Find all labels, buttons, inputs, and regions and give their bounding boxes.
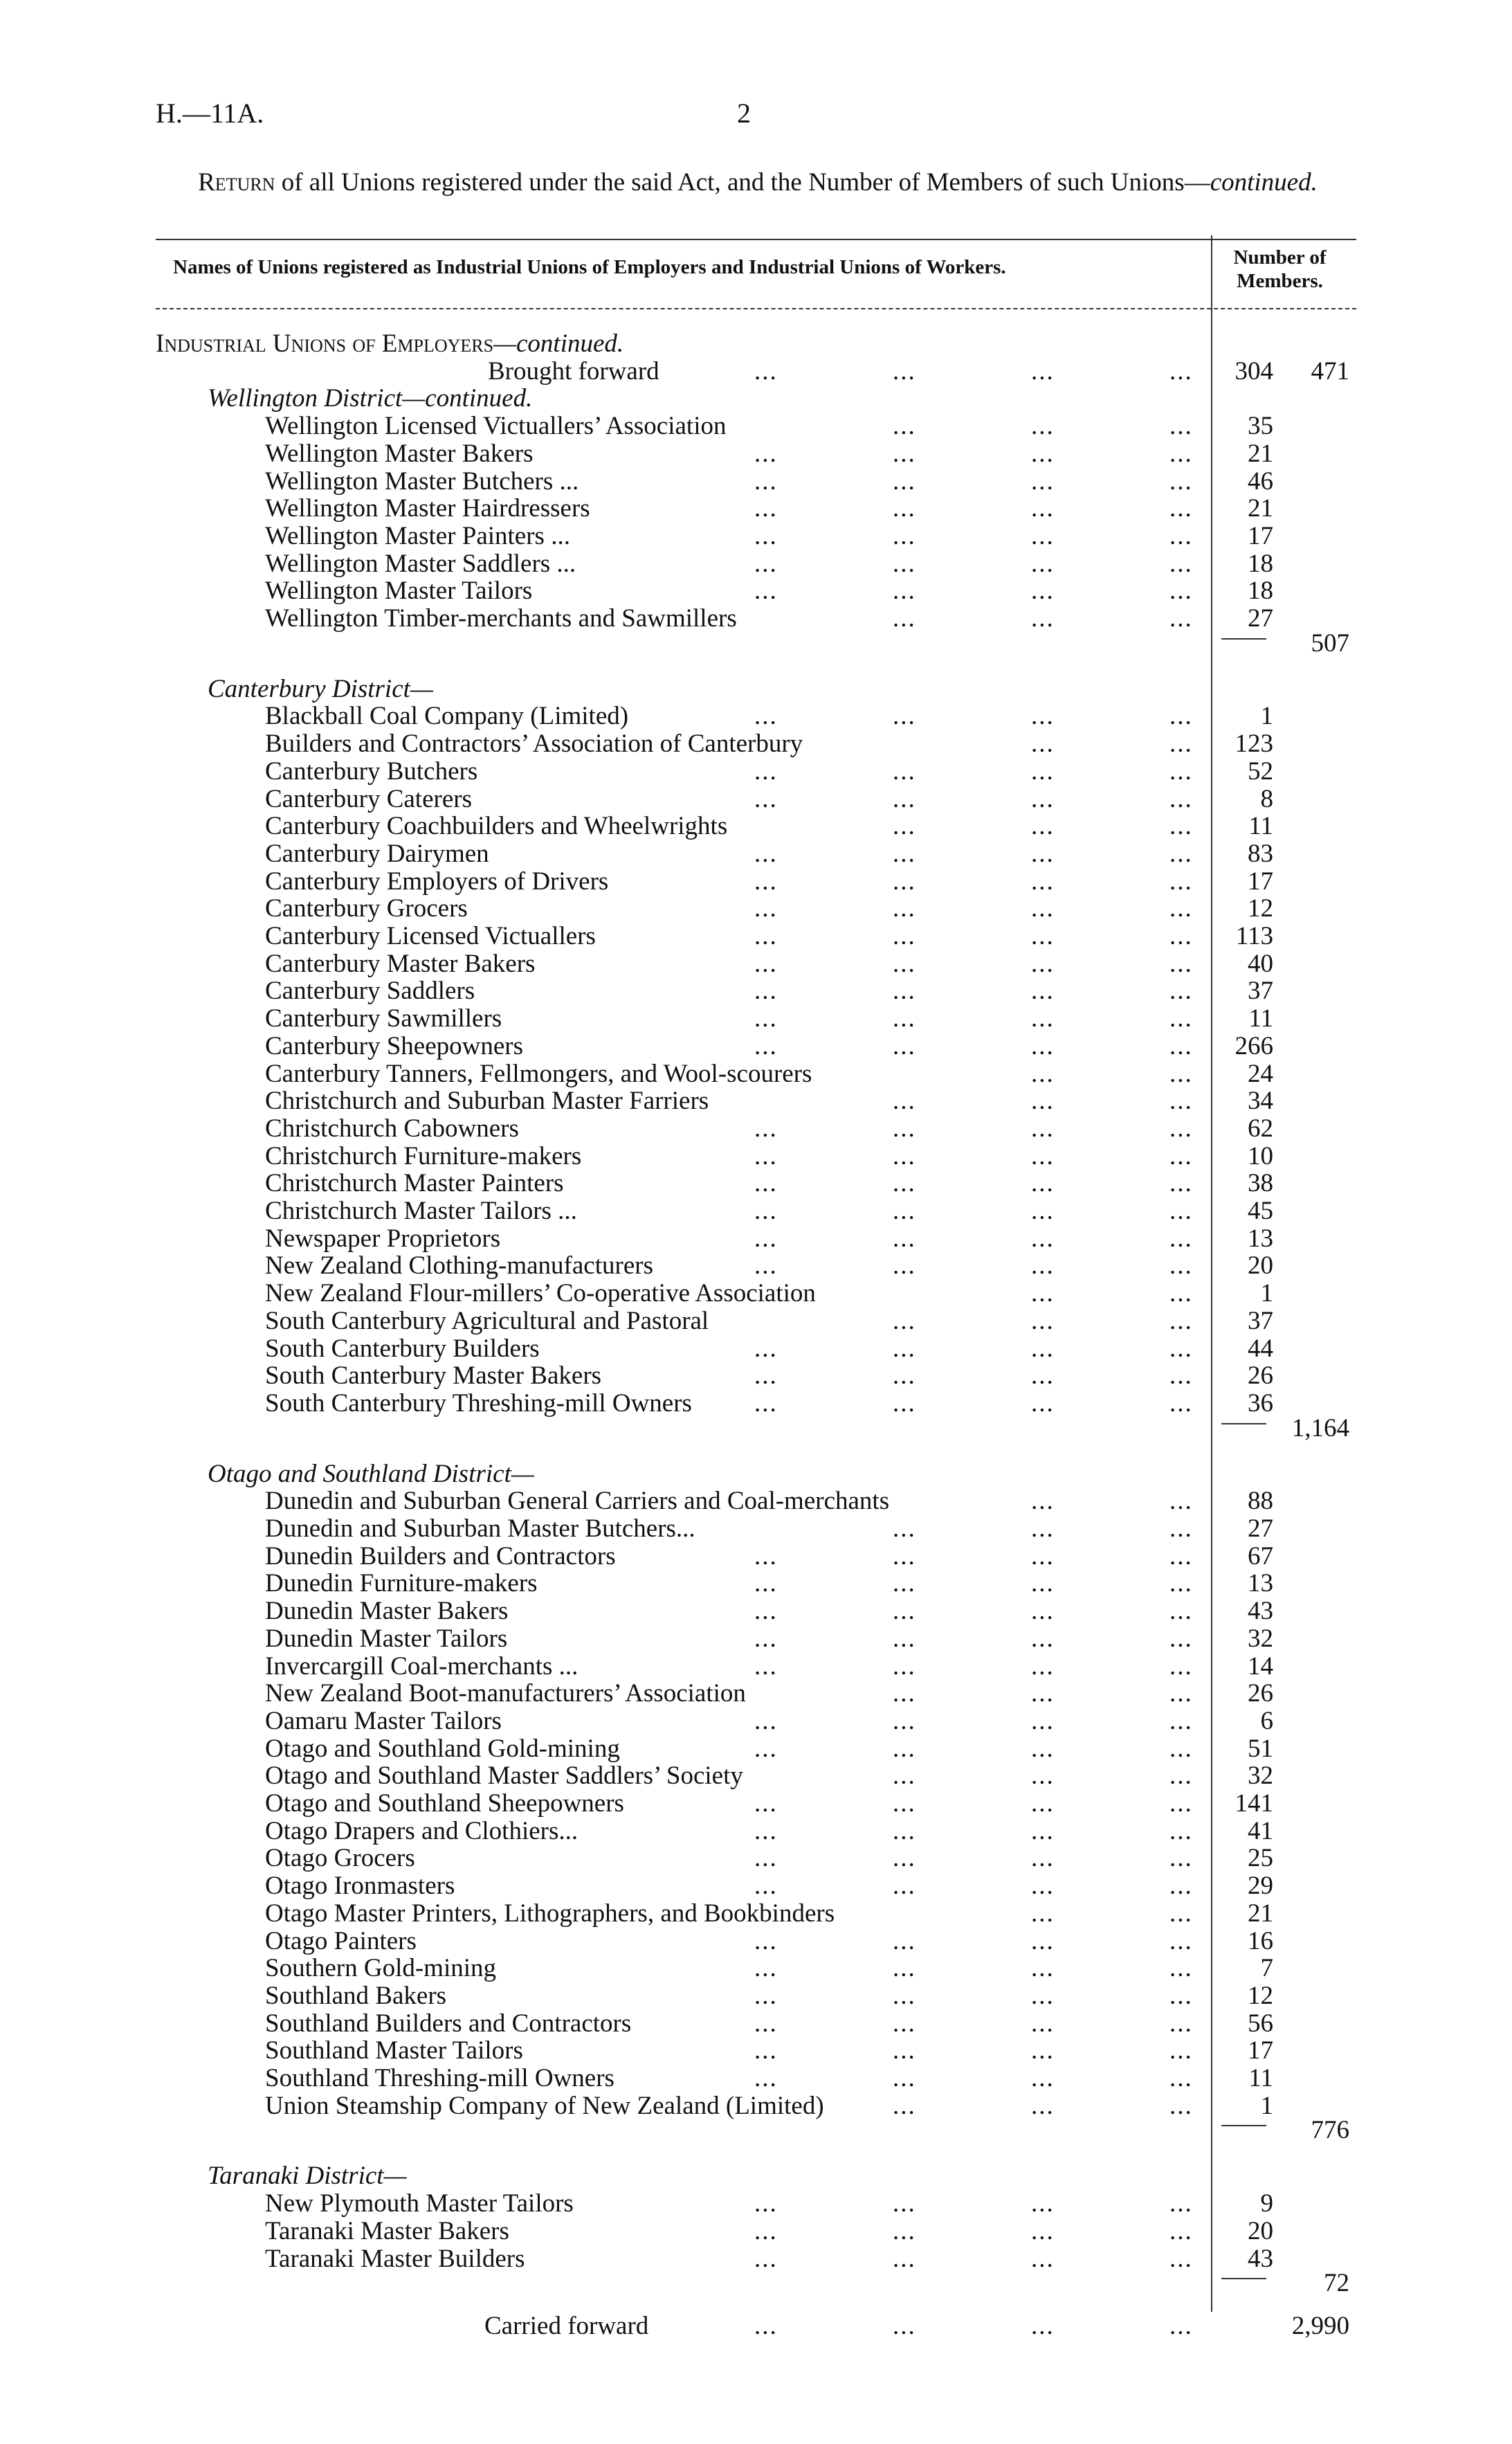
union-name: Newspaper Proprietors <box>265 1224 501 1253</box>
member-count: 16 <box>1248 1926 1273 1955</box>
section-continued: —continued. <box>493 329 624 358</box>
members-header-line2: Members. <box>1237 270 1323 292</box>
union-name: Otago and Southland Sheepowners <box>265 1789 624 1818</box>
member-count: 18 <box>1248 577 1273 606</box>
union-name: Wellington Master Hairdressers <box>265 494 590 523</box>
union-name: Otago and Southland Master Saddlers’ Society <box>265 1762 743 1791</box>
table-row: Blackball Coal Company (Limited) ... ... ... ... 1 <box>265 702 1273 731</box>
member-count: 56 <box>1248 2009 1273 2038</box>
union-name: Wellington Master Painters ... <box>265 521 570 550</box>
member-count: 20 <box>1248 1251 1273 1280</box>
district-heading: Taranaki District— <box>208 2162 407 2191</box>
table-title <box>156 166 1360 199</box>
member-count: 9 <box>1260 2189 1273 2218</box>
union-name: Dunedin Master Bakers <box>265 1597 509 1626</box>
union-name: Christchurch Furniture-makers <box>265 1141 582 1170</box>
table-row: Canterbury Coachbuilders and Wheelwrights ... ... ... 11 <box>265 812 1273 841</box>
table-row: Christchurch Cabowners ... ... ... ... 62 <box>265 1114 1273 1143</box>
member-count: 14 <box>1248 1651 1273 1681</box>
union-name: Wellington Master Saddlers ... <box>265 549 576 578</box>
union-name: Wellington Master Bakers <box>265 439 534 468</box>
table-row: Canterbury Caterers ... ... ... ... 8 <box>265 784 1273 813</box>
table-row: Builders and Contractors’ Association of Canterbury ... ... 123 <box>265 730 1273 759</box>
title-continued: continued. <box>1210 168 1318 197</box>
union-name: Dunedin Master Tailors <box>265 1624 508 1653</box>
district-total-row <box>0 630 1512 658</box>
table-row: South Canterbury Agricultural and Pastoral ... ... ... 37 <box>265 1306 1273 1335</box>
table-row: Otago Master Printers, Lithographers, and Bookbinders ... ... 21 <box>265 1899 1273 1928</box>
member-count: 83 <box>1248 839 1273 868</box>
district-total: 776 <box>1311 2116 1349 2145</box>
member-count: 37 <box>1248 1306 1273 1335</box>
member-count: 13 <box>1248 1569 1273 1598</box>
district-heading-wellington <box>0 385 1512 413</box>
table-row: Canterbury Grocers ... ... ... ... 12 <box>265 894 1273 923</box>
member-count: 18 <box>1248 549 1273 578</box>
district-total-row <box>0 2117 1512 2144</box>
union-name: Southland Master Tailors <box>265 2036 523 2065</box>
member-count: 21 <box>1248 494 1273 523</box>
union-name: Otago Drapers and Clothiers... <box>265 1816 579 1845</box>
union-name: Canterbury Grocers <box>265 894 468 923</box>
district-heading-otago <box>0 1460 1512 1488</box>
union-name: Otago and Southland Gold-mining <box>265 1734 620 1763</box>
member-count: 62 <box>1248 1114 1273 1143</box>
member-count: 43 <box>1248 1597 1273 1626</box>
table-row: New Plymouth Master Tailors ... ... ... ... 9 <box>265 2189 1273 2218</box>
member-count: 46 <box>1248 467 1273 496</box>
union-name: South Canterbury Agricultural and Pastoral <box>265 1306 709 1335</box>
member-count: 52 <box>1248 757 1273 786</box>
table-row: South Canterbury Threshing-mill Owners ... ... ... ... 36 <box>265 1388 1273 1418</box>
table-row: Wellington Master Tailors ... ... ... ... 18 <box>265 577 1273 606</box>
table-row: New Zealand Flour-millers’ Co-operative Association ... ... 1 <box>265 1279 1273 1308</box>
table-row: Taranaki Master Bakers ... ... ... ... 20 <box>265 2216 1273 2245</box>
union-name: Canterbury Butchers <box>265 757 478 786</box>
member-count: 6 <box>1260 1706 1273 1735</box>
member-count: 37 <box>1248 977 1273 1006</box>
member-count: 12 <box>1248 1981 1273 2010</box>
table-row: Wellington Master Painters ... ... ... ... ... 17 <box>265 521 1273 550</box>
table-row: South Canterbury Master Bakers ... ... ... ... 26 <box>265 1361 1273 1391</box>
member-count: 44 <box>1248 1334 1273 1363</box>
table-row: Southland Threshing-mill Owners ... ... ... ... 11 <box>265 2064 1273 2092</box>
header-rule-bottom <box>156 308 1356 309</box>
table-row: Dunedin Master Tailors ... ... ... ... 32 <box>265 1624 1273 1653</box>
member-count: 113 <box>1235 922 1273 950</box>
union-name: Canterbury Master Bakers <box>265 949 536 978</box>
table-row: Otago Ironmasters ... ... ... ... 29 <box>265 1872 1273 1901</box>
member-count: 29 <box>1248 1872 1273 1901</box>
union-name: Southern Gold-mining <box>265 1954 497 1983</box>
member-count: 43 <box>1248 2244 1273 2273</box>
member-count: 67 <box>1248 1541 1273 1571</box>
district-total-row <box>0 2270 1512 2297</box>
union-name: Otago Ironmasters <box>265 1872 455 1901</box>
page-number: 2 <box>737 98 751 129</box>
union-name: Otago Master Printers, Lithographers, and Bookbinders <box>265 1899 835 1928</box>
table-row: Wellington Master Butchers ... ... ... ... ... 46 <box>265 467 1273 496</box>
title-text: of all Unions registered under the said Act, and the Number of Members of such Unions— <box>275 168 1210 197</box>
union-name: Canterbury Licensed Victuallers <box>265 922 596 950</box>
union-name: Wellington Master Tailors <box>265 577 533 606</box>
member-count: 17 <box>1248 2036 1273 2065</box>
union-name: Southland Bakers <box>265 1981 447 2010</box>
union-name: Taranaki Master Bakers <box>265 2216 509 2245</box>
union-name: Canterbury Saddlers <box>265 977 475 1006</box>
table-row: Southland Builders and Contractors ... ... ... ... 56 <box>265 2009 1273 2038</box>
members-header-line1: Number of <box>1233 246 1327 269</box>
member-count: 17 <box>1248 521 1273 550</box>
table-row: Dunedin Builders and Contractors ... ... ... ... 67 <box>265 1541 1273 1571</box>
member-count: 21 <box>1248 1899 1273 1928</box>
table-row: Dunedin and Suburban Master Butchers... ... ... ... 27 <box>265 1514 1273 1543</box>
union-name: Canterbury Dairymen <box>265 839 489 868</box>
union-name: Canterbury Sawmillers <box>265 1004 502 1033</box>
union-name: Dunedin and Suburban General Carriers and Coal-merchants <box>265 1487 890 1516</box>
member-count: 10 <box>1248 1141 1273 1170</box>
union-name: Invercargill Coal-merchants ... <box>265 1651 579 1681</box>
table-row: Taranaki Master Builders ... ... ... ... 43 <box>265 2244 1273 2273</box>
union-name: South Canterbury Builders <box>265 1334 540 1363</box>
table-row: Wellington Master Bakers ... ... ... ... 21 <box>265 439 1273 468</box>
table-row: New Zealand Clothing-manufacturers ... ... ... ... 20 <box>265 1251 1273 1280</box>
carried-forward-total: 2,990 <box>1291 2312 1349 2341</box>
district-total: 72 <box>1324 2269 1349 2298</box>
member-count: 7 <box>1260 1954 1273 1983</box>
union-name: Taranaki Master Builders <box>265 2244 525 2273</box>
member-count: 27 <box>1248 1514 1273 1543</box>
union-name: Canterbury Sheepowners <box>265 1031 523 1060</box>
union-name: Otago Grocers <box>265 1844 415 1873</box>
member-count: 21 <box>1248 439 1273 468</box>
district-heading: Canterbury District— <box>208 674 433 703</box>
member-count: 26 <box>1248 1361 1273 1391</box>
union-name: Canterbury Tanners, Fellmongers, and Wool-scourers <box>265 1059 812 1088</box>
table-row: Southern Gold-mining ... ... ... ... 7 <box>265 1954 1273 1983</box>
member-count: 32 <box>1248 1762 1273 1791</box>
union-name: Oamaru Master Tailors <box>265 1706 502 1735</box>
carried-forward-row: Carried forward ... ... ... ... 2,990 <box>484 2312 1349 2341</box>
brought-forward-total: 471 <box>1311 356 1349 386</box>
table-row: Canterbury Master Bakers ... ... ... ... 40 <box>265 949 1273 978</box>
brought-forward-label: Brought forward <box>488 356 659 386</box>
table-row: Canterbury Sawmillers ... ... ... ... 11 <box>265 1004 1273 1033</box>
union-name: Union Steamship Company of New Zealand (Limited) <box>265 2091 824 2120</box>
member-count: 11 <box>1248 812 1273 841</box>
district-heading-canterbury <box>0 676 1512 703</box>
member-count: 51 <box>1248 1734 1273 1763</box>
member-count: 8 <box>1260 784 1273 813</box>
table-row: Otago Drapers and Clothiers... ... ... ... ... 41 <box>265 1816 1273 1845</box>
member-count: 20 <box>1248 2216 1273 2245</box>
table-row: New Zealand Boot-manufacturers’ Association ... ... ... 26 <box>265 1679 1273 1708</box>
union-name: Christchurch Cabowners <box>265 1114 519 1143</box>
member-count: 36 <box>1248 1388 1273 1418</box>
union-name: Canterbury Coachbuilders and Wheelwrights <box>265 812 728 841</box>
table-row: Otago and Southland Sheepowners ... ... ... ... 141 <box>265 1789 1273 1818</box>
member-count: 12 <box>1248 894 1273 923</box>
table-row: Christchurch Master Tailors ... ... ... ... ... 45 <box>265 1197 1273 1225</box>
member-count: 27 <box>1248 604 1273 633</box>
member-count: 25 <box>1248 1844 1273 1873</box>
brought-forward-value: 304 <box>1235 356 1273 386</box>
section-heading <box>0 330 1512 358</box>
table-row: Canterbury Tanners, Fellmongers, and Wool-scourers ... ... 24 <box>265 1059 1273 1088</box>
table-row: Otago Grocers ... ... ... ... 25 <box>265 1844 1273 1873</box>
table-row: South Canterbury Builders ... ... ... ... 44 <box>265 1334 1273 1363</box>
member-count: 11 <box>1248 2064 1273 2092</box>
member-count: 11 <box>1248 1004 1273 1033</box>
member-count: 17 <box>1248 867 1273 896</box>
member-count: 34 <box>1248 1087 1273 1116</box>
table-row: Southland Master Tailors ... ... ... ... 17 <box>265 2036 1273 2065</box>
table-row: Dunedin Furniture-makers ... ... ... ... 13 <box>265 1569 1273 1598</box>
union-name: Wellington Master Butchers ... <box>265 467 579 496</box>
union-name: Christchurch Master Painters <box>265 1169 564 1198</box>
union-name: South Canterbury Master Bakers <box>265 1361 602 1391</box>
district-total-row <box>0 1415 1512 1442</box>
table-row: Southland Bakers ... ... ... ... 12 <box>265 1981 1273 2010</box>
union-name: Southland Builders and Contractors <box>265 2009 632 2038</box>
table-row: Dunedin Master Bakers ... ... ... ... 43 <box>265 1597 1273 1626</box>
member-count: 38 <box>1248 1169 1273 1198</box>
table-row: Otago Painters ... ... ... ... 16 <box>265 1926 1273 1955</box>
section-caps: Industrial Unions of Employers <box>156 329 494 358</box>
table-row: Otago and Southland Gold-mining ... ... ... ... 51 <box>265 1734 1273 1763</box>
union-name: New Zealand Boot-manufacturers’ Association <box>265 1679 746 1708</box>
table-row: Wellington Master Hairdressers ... ... ... ... 21 <box>265 494 1273 523</box>
table-row: Dunedin and Suburban General Carriers and Coal-merchants ... ... 88 <box>265 1487 1273 1516</box>
union-name: Southland Threshing-mill Owners <box>265 2064 614 2092</box>
district-heading-taranaki <box>0 2162 1512 2190</box>
section-title <box>156 330 623 358</box>
member-count: 266 <box>1235 1031 1273 1060</box>
union-name: Builders and Contractors’ Association of Canterbury <box>265 730 803 759</box>
member-count: 13 <box>1248 1224 1273 1253</box>
union-name: Christchurch and Suburban Master Farriers <box>265 1087 709 1116</box>
carried-forward-label: Carried forward <box>484 2312 649 2341</box>
table-row: Canterbury Licensed Victuallers ... ... ... ... 113 <box>265 922 1273 950</box>
header-rule-top <box>156 239 1356 240</box>
member-count: 88 <box>1248 1487 1273 1516</box>
table-row: Wellington Timber-merchants and Sawmillers ... ... ... 27 <box>265 604 1273 633</box>
district-heading: Wellington District—continued. <box>208 384 533 413</box>
member-count: 26 <box>1248 1679 1273 1708</box>
union-name: South Canterbury Threshing-mill Owners <box>265 1388 692 1418</box>
union-name: Dunedin Builders and Contractors <box>265 1541 616 1571</box>
union-name: Christchurch Master Tailors ... <box>265 1197 577 1225</box>
table-row: Christchurch Furniture-makers ... ... ... ... 10 <box>265 1141 1273 1170</box>
member-count: 1 <box>1260 702 1273 731</box>
union-name: New Plymouth Master Tailors <box>265 2189 574 2218</box>
title-lead: Return <box>198 168 275 197</box>
table-row: Canterbury Dairymen ... ... ... ... 83 <box>265 839 1273 868</box>
member-count: 45 <box>1248 1197 1273 1225</box>
member-count: 1 <box>1260 2091 1273 2120</box>
brought-forward-row: Brought forward ... ... ... ... 304 471 <box>488 356 1349 386</box>
member-count: 40 <box>1248 949 1273 978</box>
member-count: 141 <box>1235 1789 1273 1818</box>
union-name: Canterbury Caterers <box>265 784 472 813</box>
table-row: Wellington Licensed Victuallers’ Association ... ... ... 35 <box>265 412 1273 441</box>
table-row: Invercargill Coal-merchants ... ... ... ... ... 14 <box>265 1651 1273 1681</box>
members-column-header <box>1219 246 1340 293</box>
table-row: Wellington Master Saddlers ... ... ... ... ... 18 <box>265 549 1273 578</box>
district-total: 1,164 <box>1291 1413 1349 1442</box>
union-name: New Zealand Clothing-manufacturers <box>265 1251 653 1280</box>
document-code: H.—11A. <box>156 98 264 129</box>
member-count: 1 <box>1260 1279 1273 1308</box>
table-row: Canterbury Employers of Drivers ... ... ... ... 17 <box>265 867 1273 896</box>
table-row: Canterbury Butchers ... ... ... ... 52 <box>265 757 1273 786</box>
member-count: 41 <box>1248 1816 1273 1845</box>
member-count: 32 <box>1248 1624 1273 1653</box>
member-count: 35 <box>1248 412 1273 441</box>
table-row: Christchurch Master Painters ... ... ... ... 38 <box>265 1169 1273 1198</box>
member-count: 24 <box>1248 1059 1273 1088</box>
union-name: Blackball Coal Company (Limited) <box>265 702 629 731</box>
table-row: Canterbury Saddlers ... ... ... ... 37 <box>265 977 1273 1006</box>
district-heading: Otago and Southland District— <box>208 1459 534 1488</box>
table-row: Union Steamship Company of New Zealand (Limited) ... ... ... 1 <box>265 2091 1273 2120</box>
table-row: Christchurch and Suburban Master Farriers ... ... ... 34 <box>265 1087 1273 1116</box>
union-name: Otago Painters <box>265 1926 417 1955</box>
table-row: Newspaper Proprietors ... ... ... ... 13 <box>265 1224 1273 1253</box>
union-name: Wellington Timber-merchants and Sawmillers <box>265 604 737 633</box>
district-total: 507 <box>1311 628 1349 658</box>
table-row: Canterbury Sheepowners ... ... ... ... 266 <box>265 1031 1273 1060</box>
names-column-header: Names of Unions registered as Industrial Unions of Employers and Industrial Unions of Workers. <box>173 256 1006 278</box>
table-row: Oamaru Master Tailors ... ... ... ... 6 <box>265 1706 1273 1735</box>
union-name: Dunedin Furniture-makers <box>265 1569 538 1598</box>
district-heading-suffix: —continued. <box>402 384 533 413</box>
member-count: 123 <box>1235 730 1273 759</box>
union-name: Dunedin and Suburban Master Butchers... <box>265 1514 695 1543</box>
union-name: New Zealand Flour-millers’ Co-operative Association <box>265 1279 816 1308</box>
union-name: Wellington Licensed Victuallers’ Association <box>265 412 727 441</box>
table-row: Otago and Southland Master Saddlers’ Society ... ... ... 32 <box>265 1762 1273 1791</box>
union-name: Canterbury Employers of Drivers <box>265 867 609 896</box>
